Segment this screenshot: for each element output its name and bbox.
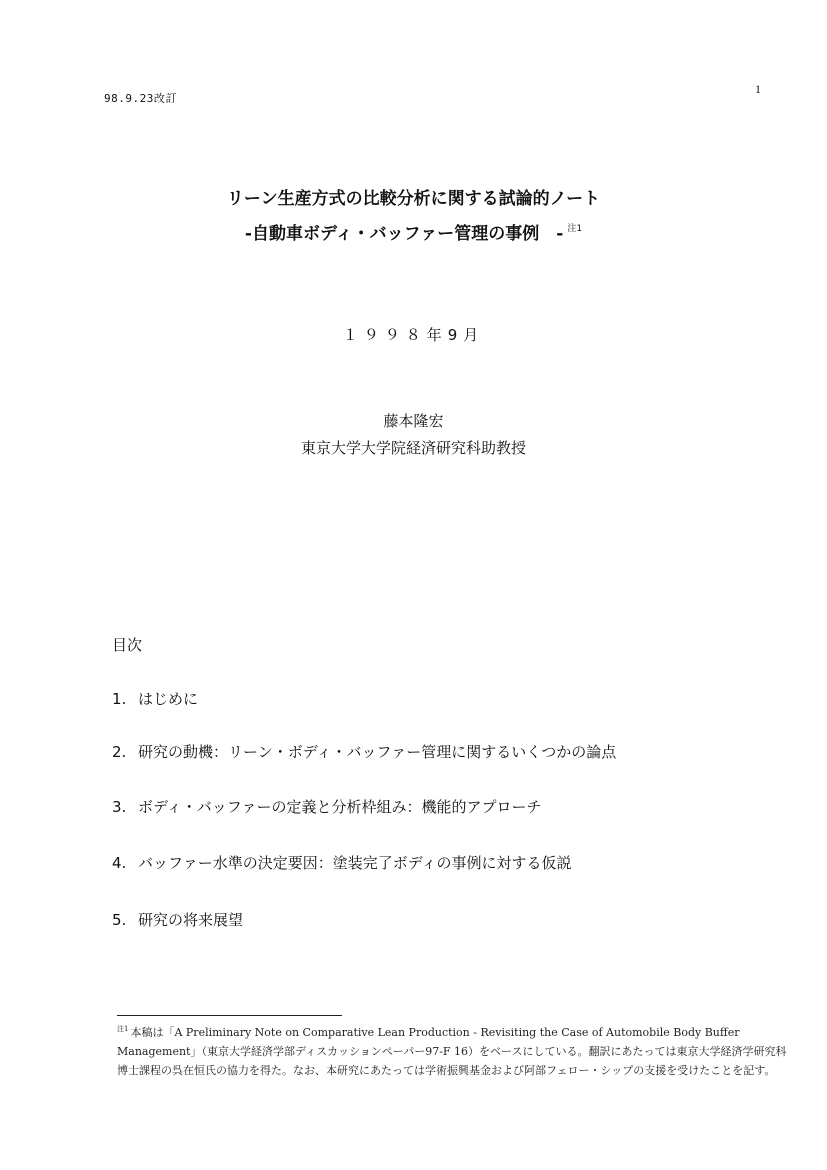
author-block xyxy=(0,408,827,462)
author-affiliation: 東京大学大学院経済研究科助教授 xyxy=(300,439,526,457)
toc-item-number: 1. xyxy=(112,690,127,708)
author-name: 藤本隆宏 xyxy=(383,412,444,430)
title-subtitle: -自動車ボディ・バッファー管理の事例 - xyxy=(244,224,564,244)
footnote-text: 本稿は「A Preliminary Note on Comparative Lean Production - Revisiting the Case of Automobile Body Buffer Management」（東京大学経済学部ディスカッションペーパー97-F 16）をベースにしている。翻訳にあたっては東京大学経済学研究科博士課程の呉在恒氏の協力を得た。なお、本研究にあたっては学術振興基金および阿部フェロー・シップの支援を受けたことを記す。 xyxy=(117,1026,787,1077)
toc-heading: 目次 xyxy=(112,636,143,654)
footnote-mark: 注1 xyxy=(117,1025,129,1033)
title-note-mark: 注1 xyxy=(567,224,583,234)
toc-item-3 xyxy=(112,796,542,817)
publication-date: １９９８年9月 xyxy=(342,326,485,344)
toc-item-label: ボディ・バッファーの定義と分析枠組み：機能的アプローチ xyxy=(138,798,542,816)
document-title xyxy=(0,184,827,249)
toc-item-label: 研究の将来展望 xyxy=(138,911,244,929)
toc-item-number: 2. xyxy=(112,743,127,761)
footnote-divider xyxy=(117,1015,342,1016)
toc-item-5 xyxy=(112,909,243,930)
page-number: 1 xyxy=(755,82,761,96)
title-subtitle-line xyxy=(0,214,827,249)
title-main: リーン生産方式の比較分析に関する試論的ノート xyxy=(226,189,601,209)
toc-item-number: 4. xyxy=(112,854,127,872)
toc-item-number: 5. xyxy=(112,911,127,929)
toc-item-label: はじめに xyxy=(138,690,199,708)
toc-item-1 xyxy=(112,688,198,709)
revision-date: 98.9.23改訂 xyxy=(104,92,177,105)
toc-item-label: バッファー水準の決定要因：塗装完了ボディの事例に対する仮説 xyxy=(138,854,572,872)
toc-item-number: 3. xyxy=(112,798,127,816)
toc-item-label: 研究の動機：リーン・ボディ・バッファー管理に関するいくつかの論点 xyxy=(138,743,617,761)
toc-item-4 xyxy=(112,852,572,873)
toc-item-2 xyxy=(112,741,616,762)
footnote xyxy=(117,1020,787,1080)
